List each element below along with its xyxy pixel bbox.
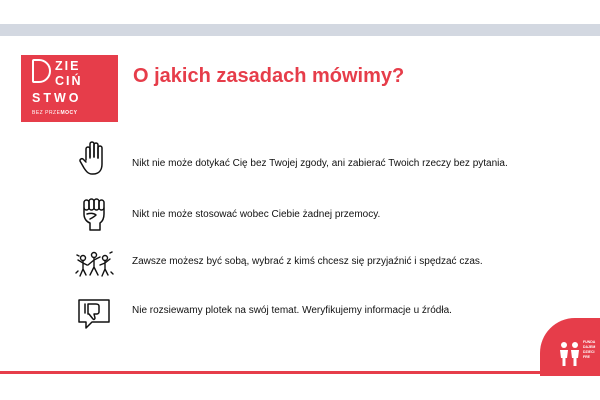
logo-line-1: ZIE — [55, 59, 81, 73]
foundation-line-4: FRE — [583, 355, 590, 359]
rule-text-2: Nikt nie może stosować wobec Ciebie żadnej przemocy. — [132, 209, 381, 220]
friends-playing-icon — [74, 246, 114, 286]
bottom-accent-line — [0, 371, 600, 374]
raised-fist-icon — [74, 194, 114, 234]
logo-tagline — [32, 110, 77, 116]
foundation-logo — [540, 318, 600, 376]
foundation-line-1: FUNDA — [583, 340, 596, 344]
foundation-line-3: DZIECI — [583, 350, 595, 354]
foundation-text — [583, 340, 600, 360]
rule-text-1: Nikt nie może dotykać Cię bez Twojej zgody, ani zabierać Twoich rzeczy bez pytania. — [132, 158, 508, 169]
logo-d-letter — [32, 59, 51, 83]
logo-tagline-prefix: BEZ PRZE — [32, 110, 61, 116]
foundation-line-2: DAJEM — [583, 345, 596, 349]
top-bar — [0, 24, 600, 36]
logo-line-3: STWO — [32, 91, 82, 105]
rule-text-4: Nie rozsiewamy plotek na swój temat. Weryfikujemy informacje u źródła. — [132, 305, 452, 316]
rule-text-3: Zawsze możesz być sobą, wybrać z kimś chcesz się przyjaźnić i spędzać czas. — [132, 256, 483, 267]
thumbs-down-message-icon — [74, 294, 114, 334]
dzieci-nstwo-logo — [21, 55, 118, 122]
stop-hand-icon — [74, 138, 114, 178]
children-figures-icon — [557, 340, 583, 368]
logo-tagline-bold: MOCY — [60, 110, 78, 116]
logo-line-2: CIŃ — [55, 74, 83, 88]
page-title: O jakich zasadach mówimy? — [133, 65, 405, 87]
